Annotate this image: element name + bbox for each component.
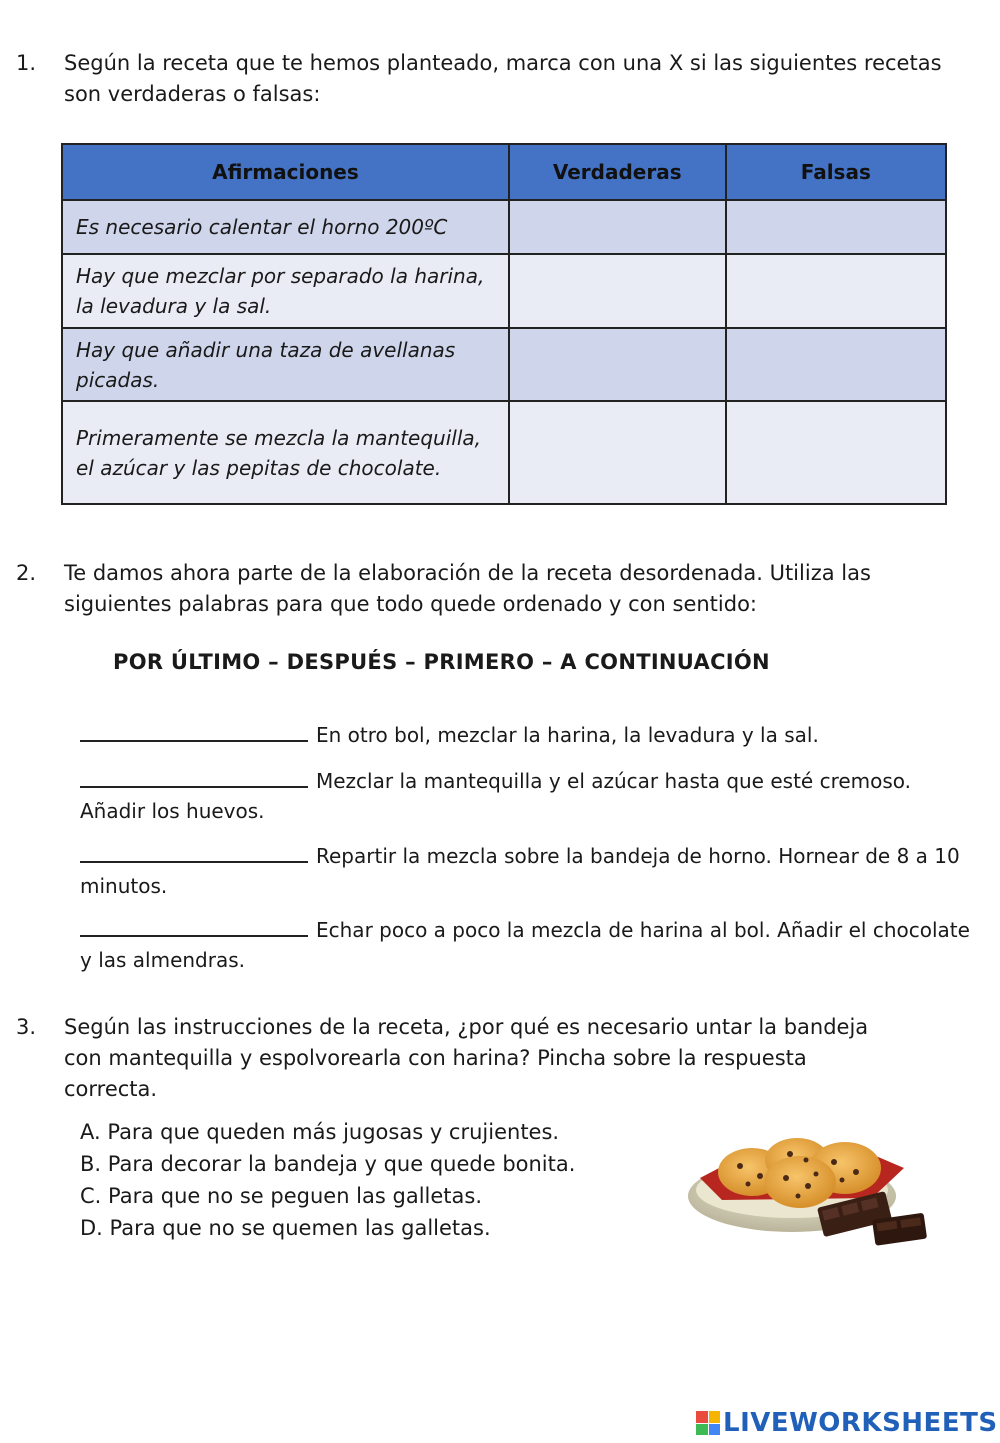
option-c[interactable]: C. Para que no se peguen las galletas. — [80, 1184, 483, 1208]
table-row — [62, 254, 946, 328]
false-answer-cell[interactable] — [726, 200, 946, 254]
cookies-plate-illustration — [682, 1128, 938, 1254]
table-header-row — [62, 144, 946, 200]
fill-item — [80, 839, 975, 901]
true-false-table — [61, 143, 947, 505]
option-d[interactable]: D. Para que no se quemen las galletas. — [80, 1216, 491, 1240]
false-answer-cell[interactable] — [726, 401, 946, 504]
fill-item-text: Echar poco a poco la mezcla de harina al bol. Añadir el chocolate y las almendras. — [80, 918, 970, 972]
header-true: Verdaderas — [509, 144, 726, 200]
false-answer-cell[interactable] — [726, 254, 946, 328]
brand-name: LIVEWORKSHEETS — [723, 1408, 998, 1438]
fill-item — [80, 913, 975, 975]
blank-input[interactable] — [80, 764, 308, 788]
fill-item-text: En otro bol, mezclar la harina, la levadura y la sal. — [316, 723, 819, 747]
answer-options — [80, 1116, 575, 1244]
true-answer-cell[interactable] — [509, 401, 726, 504]
logo-mark-icon — [696, 1411, 720, 1435]
statement-cell: Primeramente se mezcla la mantequilla, el azúcar y las pepitas de chocolate. — [62, 401, 509, 504]
word-bank: POR ÚLTIMO – DESPUÉS – PRIMERO – A CONTINUACIÓN — [113, 650, 770, 674]
statement-cell: Es necesario calentar el horno 200ºC — [62, 200, 509, 254]
question-number: 1. — [16, 51, 37, 75]
option-a[interactable]: A. Para que queden más jugosas y crujientes. — [80, 1120, 560, 1144]
fill-item — [80, 718, 975, 750]
header-false: Falsas — [726, 144, 946, 200]
header-statements: Afirmaciones — [62, 144, 509, 200]
blank-input[interactable] — [80, 913, 308, 937]
question-text: Según las instrucciones de la receta, ¿por qué es necesario untar la bandeja con mantequilla y espolvorearla con harina? Pincha sobre la respuesta correcta. — [64, 1015, 869, 1101]
fill-item-text: Mezclar la mantequilla y el azúcar hasta que esté cremoso. Añadir los huevos. — [80, 769, 912, 823]
question-number: 3. — [16, 1015, 37, 1039]
fill-item-text: Repartir la mezcla sobre la bandeja de horno. Hornear de 8 a 10 minutos. — [80, 844, 960, 898]
true-answer-cell[interactable] — [509, 200, 726, 254]
table-row — [62, 401, 946, 504]
false-answer-cell[interactable] — [726, 328, 946, 401]
blank-input[interactable] — [80, 718, 308, 742]
statement-cell: Hay que añadir una taza de avellanas picadas. — [62, 328, 509, 401]
question-text: Te damos ahora parte de la elaboración de la receta desordenada. Utiliza las siguientes palabras para que todo quede ordenado y con sentido: — [64, 561, 871, 616]
question-text: Según la receta que te hemos planteado, marca con una X si las siguientes recetas son verdaderas o falsas: — [64, 51, 942, 106]
fill-item — [80, 764, 975, 826]
true-answer-cell[interactable] — [509, 254, 726, 328]
table-row — [62, 328, 946, 401]
true-answer-cell[interactable] — [509, 328, 726, 401]
question-number: 2. — [16, 561, 37, 585]
option-b[interactable]: B. Para decorar la bandeja y que quede bonita. — [80, 1152, 576, 1176]
statement-cell: Hay que mezclar por separado la harina, la levadura y la sal. — [62, 254, 509, 328]
blank-input[interactable] — [80, 839, 308, 863]
table-row — [62, 200, 946, 254]
liveworksheets-logo[interactable] — [696, 1408, 998, 1438]
